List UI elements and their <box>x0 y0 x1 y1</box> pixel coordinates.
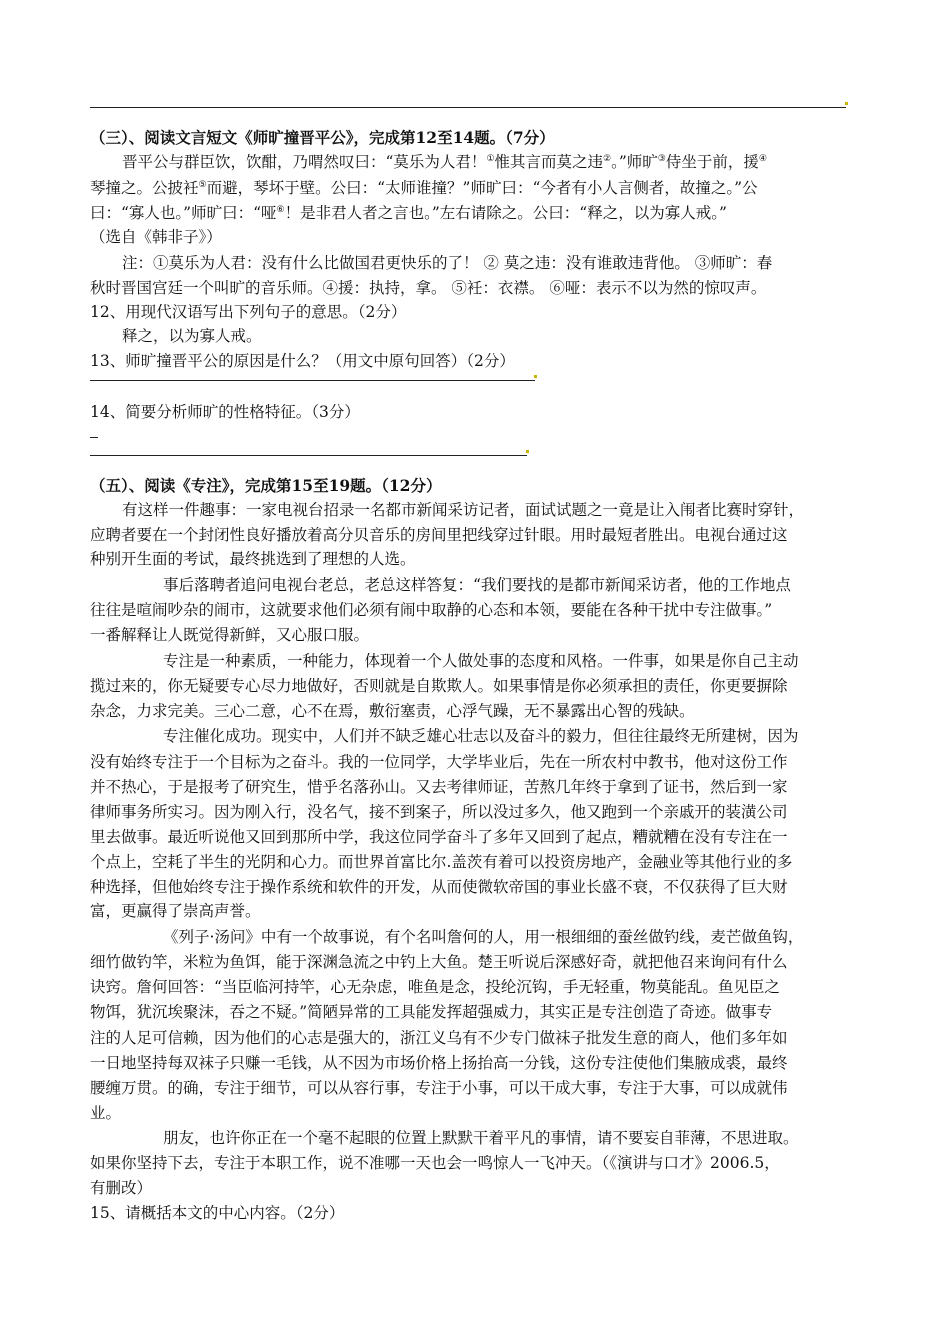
essay-line: 《列子·汤问》中有一个故事说，有个名叫詹何的人，用一根细细的蚕丝做钓线，麦芒做鱼钩， <box>163 928 804 946</box>
answer-line <box>90 107 846 108</box>
question-13: 13、师旷撞晋平公的原因是什么？（用文中原句回答）（2分） <box>90 352 515 370</box>
essay-line: 揽过来的，你无疑要专心尽力地做好，否则就是自欺欺人。如果事情是你必须承担的责任，你更要摒除 <box>90 677 788 695</box>
answer-line <box>90 380 535 381</box>
notes-line-2: 秋时晋国宫廷一个叫旷的音乐师。④援：执持，拿。 ⑤衽：衣襟。 ⑥哑：表示不以为然的惊叹声。 <box>90 279 767 297</box>
essay-line: 事后落聘者追问电视台老总，老总这样答复：“我们要找的是都市新闻采访者，他的工作地点 <box>163 576 791 594</box>
essay-line: 如果你坚持下去，专注于本职工作，说不准哪一天也会一鸣惊人一飞冲天。（《演讲与口才》2006.5， <box>90 1154 780 1172</box>
notes-line-1: 注：①莫乐为人君：没有什么比做国君更快乐的了！ ② 莫之违：没有谁敢违背他。 ③师旷：春 <box>122 254 773 272</box>
essay-line: 朋友，也许你正在一个毫不起眼的位置上默默干着平凡的事情，请不要妄自菲薄，不思进取。 <box>163 1129 799 1147</box>
essay-line: 往往是喧闹吵杂的闹市，这就要求他们必须有闹中取静的心态和本领，要能在各种干扰中专注做事。” <box>90 601 773 619</box>
essay-line: 富，更赢得了崇高声誉。 <box>90 902 261 920</box>
essay-line: 没有始终专注于一个目标为之奋斗。我的一位同学，大学毕业后，先在一所农村中教书，他对这份工作 <box>90 753 788 771</box>
question-12-sentence: 释之，以为寡人戒。 <box>122 327 262 345</box>
essay-line: 杂念，力求完美。三心二意，心不在焉，敷衍塞责，心浮气躁，无不暴露出心智的残缺。 <box>90 702 695 720</box>
passage-line-1: 晋平公与群臣饮，饮酣，乃喟然叹曰：“莫乐为人君！①惟其言而莫之违②。”师旷③侍坐于前，援④ <box>122 153 767 171</box>
essay-line: 专注催化成功。现实中，人们并不缺乏雄心壮志以及奋斗的毅力，但往往最终无所建树，因为 <box>163 727 799 745</box>
essay-line: 律师事务所实习。因为刚入行，没名气，接不到案子，所以没过多久，他又跑到一个亲戚开的装潢公司 <box>90 803 788 821</box>
question-14: 14、简要分析师旷的性格特征。（3分） <box>90 403 360 421</box>
essay-line: 注的人足可信赖，因为他们的心志是强大的，浙江义乌有不少专门做袜子批发生意的商人，他们多年如 <box>90 1029 788 1047</box>
essay-line: 一日地坚持每双袜子只赚一毛钱，从不因为市场价格上扬抬高一分钱，这份专注使他们集腋成裘，最终 <box>90 1054 788 1072</box>
passage-line-3: 曰：“寡人也。”师旷曰：“哑⑥！是非君人者之言也。”左右请除之。公曰：“释之，以为寡人戒。” <box>90 204 727 222</box>
essay-line: 业。 <box>90 1104 122 1122</box>
line-end-dot <box>534 375 537 378</box>
essay-line: 里去做事。最近听说他又回到那所中学，我这位同学奋斗了多年又回到了起点，糟就糟在没有专注在一 <box>90 828 788 846</box>
essay-line: 一番解释让人既觉得新鲜，又心服口服。 <box>90 626 370 644</box>
essay-line: 物饵，犹沉埃聚沫，吞之不疑。”简陋异常的工具能发挥超强威力，其实正是专注创造了奇迹。做事专 <box>90 1003 773 1021</box>
answer-line <box>90 455 527 456</box>
section3-title: （三）、阅读文言短文《师旷撞晋平公》，完成第12至14题。（7分） <box>90 128 555 147</box>
essay-line: 个点上，空耗了半生的光阴和心力。而世界首富比尔.盖茨有着可以投资房地产，金融业等其他行业的多 <box>90 853 793 871</box>
answer-mark <box>90 437 98 438</box>
essay-line: 细竹做钓竿，米粒为鱼饵，能于深渊急流之中钓上大鱼。楚王听说后深感好奇，就把他召来询问有什么 <box>90 953 788 971</box>
question-12: 12、用现代汉语写出下列句子的意思。（2分） <box>90 303 407 321</box>
passage-source: （选自《韩非子》） <box>90 228 222 246</box>
essay-line: 种选择，但他始终专注于操作系统和软件的开发，从而使微软帝国的事业长盛不衰，不仅获得了巨大财 <box>90 878 788 896</box>
essay-line: 诀窍。詹何回答：“当臣临河持竿，心无杂虑，唯鱼是念，投纶沉钩，手无轻重，物莫能乱。鱼见臣之 <box>90 978 780 996</box>
essay-line: 有这样一件趣事：一家电视台招录一名都市新闻采访记者，面试试题之一竟是让入闱者比赛时穿针， <box>122 501 805 519</box>
line-end-dot <box>526 450 529 453</box>
question-15: 15、请概括本文的中心内容。（2分） <box>90 1204 345 1222</box>
essay-line: 应聘者要在一个封闭性良好播放着高分贝音乐的房间里把线穿过针眼。用时最短者胜出。电视台通过这 <box>90 526 788 544</box>
section5-title: （五）、阅读《专注》，完成第15至19题。（12分） <box>90 476 442 495</box>
essay-line: 并不热心，于是报考了研究生，惜乎名落孙山。又去考律师证，苦熬几年终于拿到了证书，然后到一家 <box>90 778 788 796</box>
essay-line: 专注是一种素质，一种能力，体现着一个人做处事的态度和风格。一件事，如果是你自己主动 <box>163 652 799 670</box>
essay-line: 种别开生面的考试，最终挑选到了理想的人选。 <box>90 550 416 568</box>
essay-line: 腰缠万贯。的确，专注于细节，可以从容行事，专注于小事，可以干成大事，专注于大事，可以成就伟 <box>90 1079 788 1097</box>
essay-line: 有删改） <box>90 1179 153 1197</box>
line-end-dot <box>845 102 848 105</box>
passage-line-2: 琴撞之。公披衽⑤而避，琴坏于壁。公曰：“太师谁撞？”师旷曰：“今者有小人言侧者，故撞之。”公 <box>90 179 758 197</box>
